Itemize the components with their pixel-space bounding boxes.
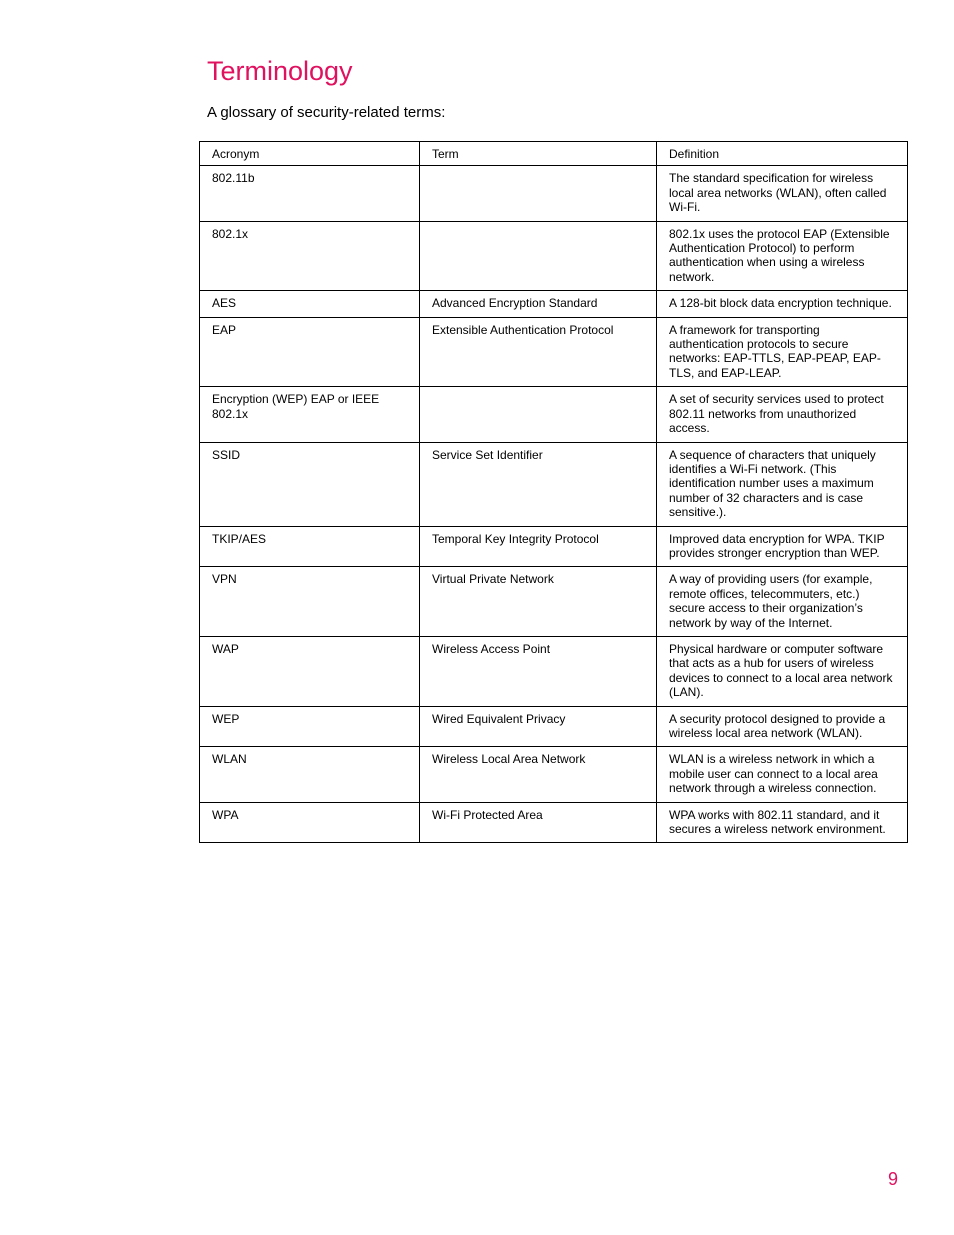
acronym-cell: SSID [200, 442, 420, 526]
term-cell: Wi-Fi Protected Area [420, 802, 657, 843]
intro-text: A glossary of security-related terms: [207, 104, 446, 121]
header-definition: Definition [657, 142, 908, 166]
term-cell: Temporal Key Integrity Protocol [420, 526, 657, 567]
table-row [200, 802, 908, 843]
table-row [200, 747, 908, 802]
header-term: Term [420, 142, 657, 166]
table-row [200, 636, 908, 706]
table-row [200, 706, 908, 747]
acronym-cell: AES [200, 291, 420, 317]
table-row [200, 567, 908, 637]
table-row [200, 526, 908, 567]
definition-cell: The standard specification for wireless local area networks (WLAN), often called Wi-Fi. [657, 166, 908, 221]
term-cell: Service Set Identifier [420, 442, 657, 526]
acronym-cell: WPA [200, 802, 420, 843]
acronym-cell: 802.11b [200, 166, 420, 221]
acronym-cell: Encryption (WEP) EAP or IEEE 802.1x [200, 387, 420, 442]
header-acronym: Acronym [200, 142, 420, 166]
term-cell [420, 166, 657, 221]
definition-cell: A 128-bit block data encryption technique. [657, 291, 908, 317]
acronym-cell: WEP [200, 706, 420, 747]
definition-cell: A security protocol designed to provide a wireless local area network (WLAN). [657, 706, 908, 747]
page-number: 9 [887, 1169, 898, 1189]
term-cell: Wireless Local Area Network [420, 747, 657, 802]
term-cell: Virtual Private Network [420, 567, 657, 637]
term-cell [420, 221, 657, 291]
definition-cell: WLAN is a wireless network in which a mobile user can connect to a local area network through a wireless connection. [657, 747, 908, 802]
term-cell: Wireless Access Point [420, 636, 657, 706]
page-title: Terminology [207, 56, 353, 86]
definition-cell: 802.1x uses the protocol EAP (Extensible Authentication Protocol) to perform authentication when using a wireless network. [657, 221, 908, 291]
table-row [200, 387, 908, 442]
table-row [200, 166, 908, 221]
definition-cell: A framework for transporting authentication protocols to secure networks: EAP-TTLS, EAP-PEAP, EAP-TLS, and EAP-LEAP. [657, 317, 908, 387]
acronym-cell: TKIP/AES [200, 526, 420, 567]
acronym-cell: WAP [200, 636, 420, 706]
table-row [200, 221, 908, 291]
definition-cell: WPA works with 802.11 standard, and it secures a wireless network environment. [657, 802, 908, 843]
term-cell: Advanced Encryption Standard [420, 291, 657, 317]
acronym-cell: 802.1x [200, 221, 420, 291]
definition-cell: Improved data encryption for WPA. TKIP provides stronger encryption than WEP. [657, 526, 908, 567]
definition-cell: A way of providing users (for example, remote offices, telecommuters, etc.) secure access to their organization’s network by way of the Internet. [657, 567, 908, 637]
term-cell: Wired Equivalent Privacy [420, 706, 657, 747]
table-row [200, 317, 908, 387]
acronym-cell: EAP [200, 317, 420, 387]
table-header-row [200, 142, 908, 166]
table-row [200, 442, 908, 526]
term-cell: Extensible Authentication Protocol [420, 317, 657, 387]
definition-cell: Physical hardware or computer software that acts as a hub for users of wireless devices to connect to a local area network (LAN). [657, 636, 908, 706]
acronym-cell: VPN [200, 567, 420, 637]
glossary-table [199, 141, 908, 843]
table-row [200, 291, 908, 317]
definition-cell: A set of security services used to protect 802.11 networks from unauthorized access. [657, 387, 908, 442]
acronym-cell: WLAN [200, 747, 420, 802]
term-cell [420, 387, 657, 442]
definition-cell: A sequence of characters that uniquely identifies a Wi-Fi network. (This identification number uses a maximum number of 32 characters and is case sensitive.). [657, 442, 908, 526]
